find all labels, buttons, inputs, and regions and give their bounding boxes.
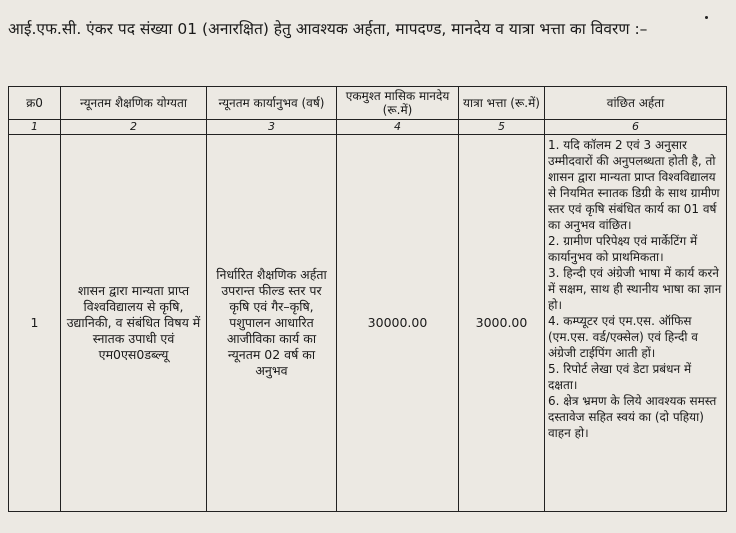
desired-item: 3. हिन्दी एवं अंग्रेजी भाषा में कार्य करने में सक्षम, साथ ही स्थानीय भाषा का ज्ञान हो। [548, 266, 722, 312]
column-number: 3 [207, 120, 337, 135]
column-number: 2 [61, 120, 207, 135]
desired-item: 6. क्षेत्र भ्रमण के लिये आवश्यक समस्त दस्तावेज सहित स्वयं का (दो पहिया) वाहन हो। [548, 394, 717, 440]
header-desired-qualifications: वांछित अर्हता [545, 87, 727, 120]
header-qualification: न्यूनतम शैक्षणिक योग्यता [61, 87, 207, 120]
document-heading: आई.एफ.सी. एंकर पद संख्या 01 (अनारक्षित) हेतु आवश्यक अर्हता, मापदण्ड, मानदेय व यात्रा भत्ता का विवरण :– [8, 20, 648, 38]
cell-experience: निर्धारित शैक्षणिक अर्हता उपरान्त फील्ड स्तर पर कृषि एवं गैर–कृषि, पशुपालन आधारित आजीविका कार्य का न्यूनतम 02 वर्ष का अनुभव [207, 135, 337, 512]
desired-item: 2. ग्रामीण परिपेक्ष्य एवं मार्केटिंग में कार्यानुभव को प्राथमिकता। [548, 234, 698, 264]
cell-travel-allowance: 3000.00 [459, 135, 545, 512]
header-serial: क्र0 [9, 87, 61, 120]
column-number: 6 [545, 120, 727, 135]
table-row [9, 135, 727, 512]
desired-item: 4. कम्प्यूटर एवं एम.एस. ऑफिस (एम.एस. वर्ड/एक्सेल) एवं हिन्दी व अंग्रेजी टाईपिंग आती हों। [548, 314, 698, 360]
desired-item: 1. यदि कॉलम 2 एवं 3 अनुसार उम्मीदवारों की अनुपलब्धता होती है, तो शासन द्वारा मान्यता प्राप्त विश्वविद्यालय से नियमित स्नातक डिग्री के साथ ग्रामीण स्तर एवं कृषि संबंधित कार्य का 01 वर्ष का अनुभव वांछित। [548, 138, 720, 232]
cell-qualification: शासन द्वारा मान्यता प्राप्त विश्वविद्यालय से कृषि, उद्यानिकी, व संबंधित विषय में स्नातक उपाधी एवं एम0एस0डब्ल्यू [61, 135, 207, 512]
cell-serial: 1 [9, 135, 61, 512]
column-number: 5 [459, 120, 545, 135]
column-number: 4 [337, 120, 459, 135]
header-honorarium: एकमुश्त मासिक मानदेय (रू.में) [337, 87, 459, 120]
column-number-row [9, 120, 727, 135]
desired-item: 5. रिपोर्ट लेखा एवं डेटा प्रबंधन में दक्षता। [548, 362, 692, 392]
table-header-row [9, 87, 727, 120]
header-travel-allowance: यात्रा भत्ता (रू.में) [459, 87, 545, 120]
column-number: 1 [9, 120, 61, 135]
header-experience: न्यूनतम कार्यानुभव (वर्ष) [207, 87, 337, 120]
cell-desired-qualifications [545, 135, 727, 512]
cell-honorarium: 30000.00 [337, 135, 459, 512]
requirements-table [8, 86, 727, 512]
